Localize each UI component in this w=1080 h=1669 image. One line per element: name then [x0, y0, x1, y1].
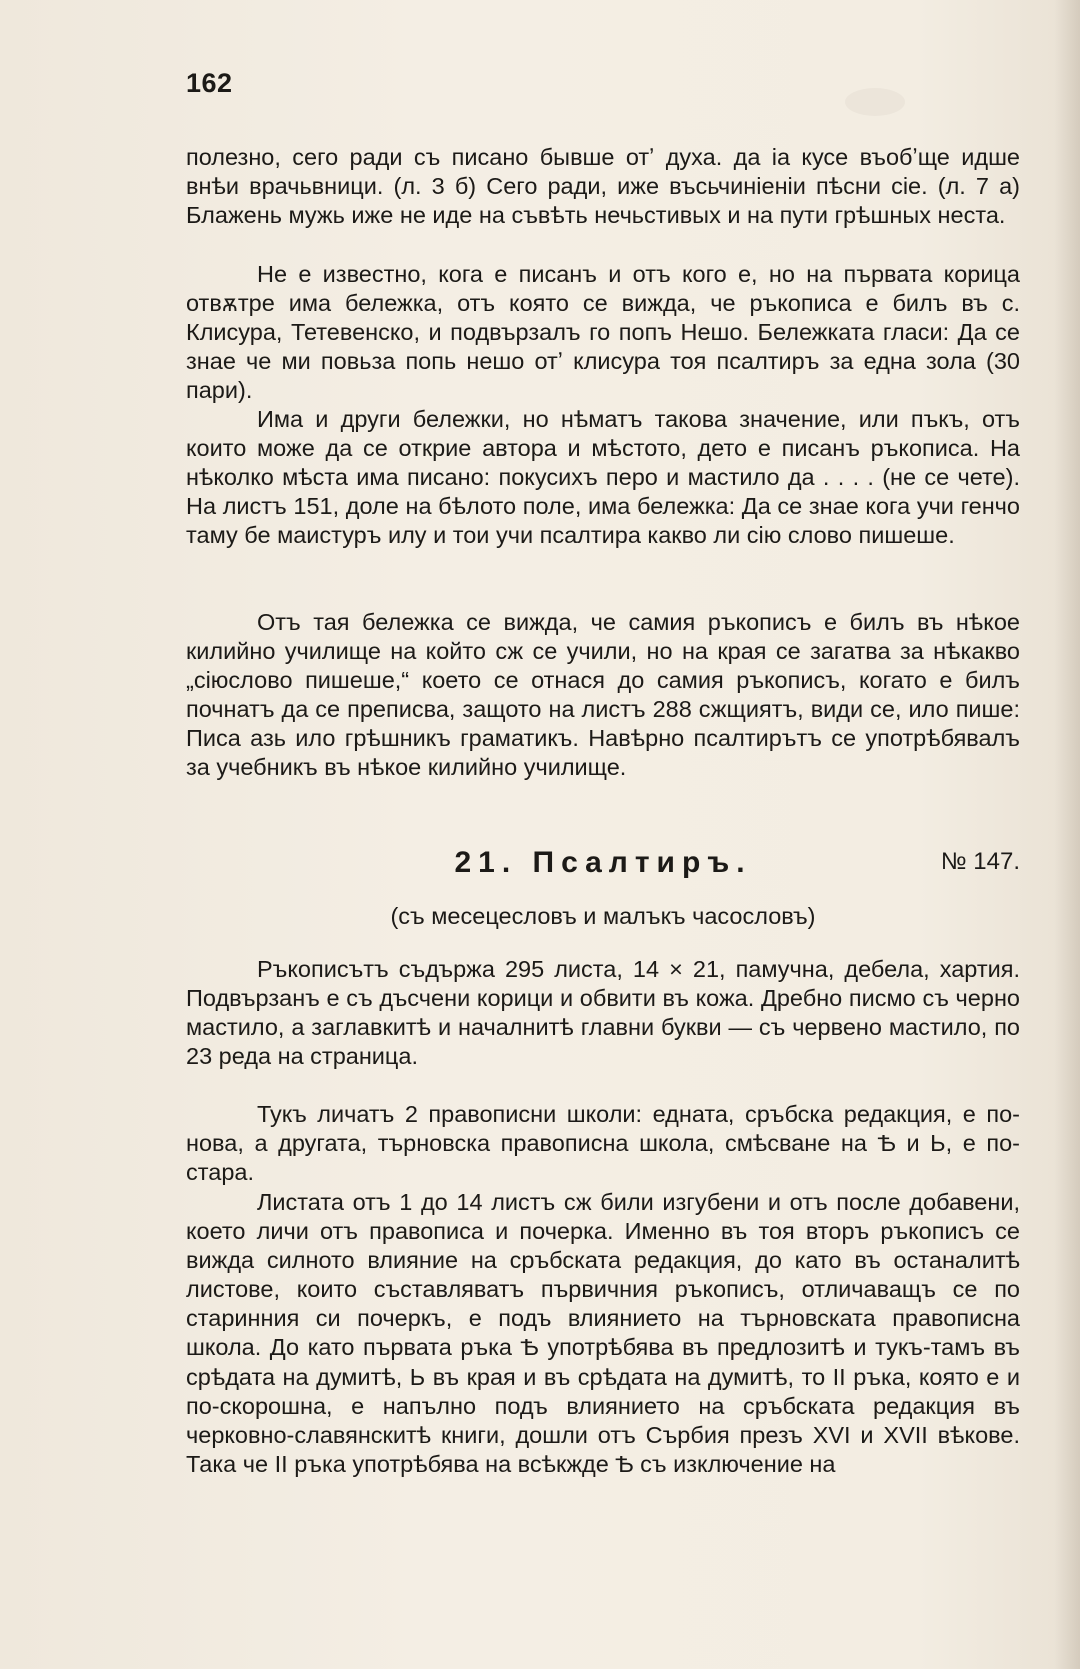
- paragraph-orthography: Тукъ личатъ 2 правописни школи: едната, сръбска редакция, е по-нова, а другата, търновска правописна школа, смѣсване на Ѣ и Ь, е по-стара.: [186, 1101, 1020, 1186]
- page-number: 162: [186, 68, 233, 98]
- section-title: 21. Псалтиръ.: [454, 846, 752, 879]
- paragraph-pages-analysis: Листата отъ 1 до 14 листъ сж били изгубени и отъ после добавени, което личи отъ правописа и почерка. Именно въ тоя вторъ ръкописъ се вижда силното влияние на сръбската редакция, до като въ останалитѣ листове, които съставляватъ първичния ръкописъ, отличаващъ се по старинния си почеркъ, е подъ влиянието на търновската правописна школа. До като първата ръка Ѣ употрѣбява въ предлозитѣ и тукъ-тамъ въ срѣдата на думитѣ, Ь въ края и въ срѣдата на думитѣ, то II ръка, която е и по-скорошна, е напълно подъ влиянието на сръбската редакция въ черковно-славянскитѣ книги, дошли отъ Сърбия презъ XVI и XVII вѣкове. Така че II ръка употрѣбява на всѣкжде Ѣ съ изключение на: [186, 1189, 1020, 1477]
- paragraph-continuation: полезно, сего ради съ писано бывше отʼ духа. да іа кусе въобʼще идше внѣи врачьвници. (л. 3 б) Сего ради, иже въсьчиніеніи пѣсни сіе. (л. 7 а) Блажень мужь иже не иде на съвѣть нечьстивых и на пути грѣшных неста.: [186, 144, 1020, 229]
- section-heading: [186, 846, 1020, 882]
- page-smudge: [845, 88, 905, 116]
- section-catalog-number: № 147.: [940, 848, 1020, 875]
- page-spine-shadow: [1054, 0, 1080, 1669]
- section-subtitle: (съ месецесловъ и малъкъ часословъ): [390, 903, 816, 929]
- paragraph-note-origin: Не е известно, кога е писанъ и отъ кого е, но на първата корица отвѫтре има бележка, отъ която се вижда, че ръкописа е билъ въ с. Клисура, Тетевенско, и подвързалъ го попъ Нешо. Бележката гласи: Да се знае че ми повьза попь нешо отʼ клисура тоя псалтиръ за една зола (30 пари).: [186, 261, 1020, 404]
- paragraph-description: Ръкописътъ съдържа 295 листа, 14 × 21, памучна, дебела, хартия. Подвързанъ е съ дъсчени корици и обвити въ кожа. Дребно писмо съ черно мастило, а заглавкитѣ и началнитѣ главни букви — съ червено мастило, по 23 реда на страница.: [186, 956, 1020, 1070]
- paragraph-other-notes: Има и други бележки, но нѣматъ такова значение, или пъкъ, отъ които може да се открие автора и мѣстото, дето е писанъ ръкописа. На нѣколко мѣста има писано: покусихъ перо и мастило да . . . . (не се чете). На листъ 151, доле на бѣлото поле, има бележка: Да се знае кога учи генчо таму бе маистуръ илу и тои учи псалтира какво ли сію слово пишеше.: [186, 406, 1020, 549]
- paragraph-school-note: Отъ тая бележка се вижда, че самия ръкописъ е билъ въ нѣкое килийно училище на който сж се учили, но на края се загатва за нѣкакво „сіюслово пишеше,“ което се отнася до самия ръкописъ, когато е билъ почнатъ да се преписва, защото на листъ 288 сжщиятъ, види се, ило пише: Писа азь ило грѣшникъ граматикъ. Навѣрно псалтирътъ се употрѣбявалъ за учебникъ въ нѣкое килийно училище.: [186, 609, 1020, 781]
